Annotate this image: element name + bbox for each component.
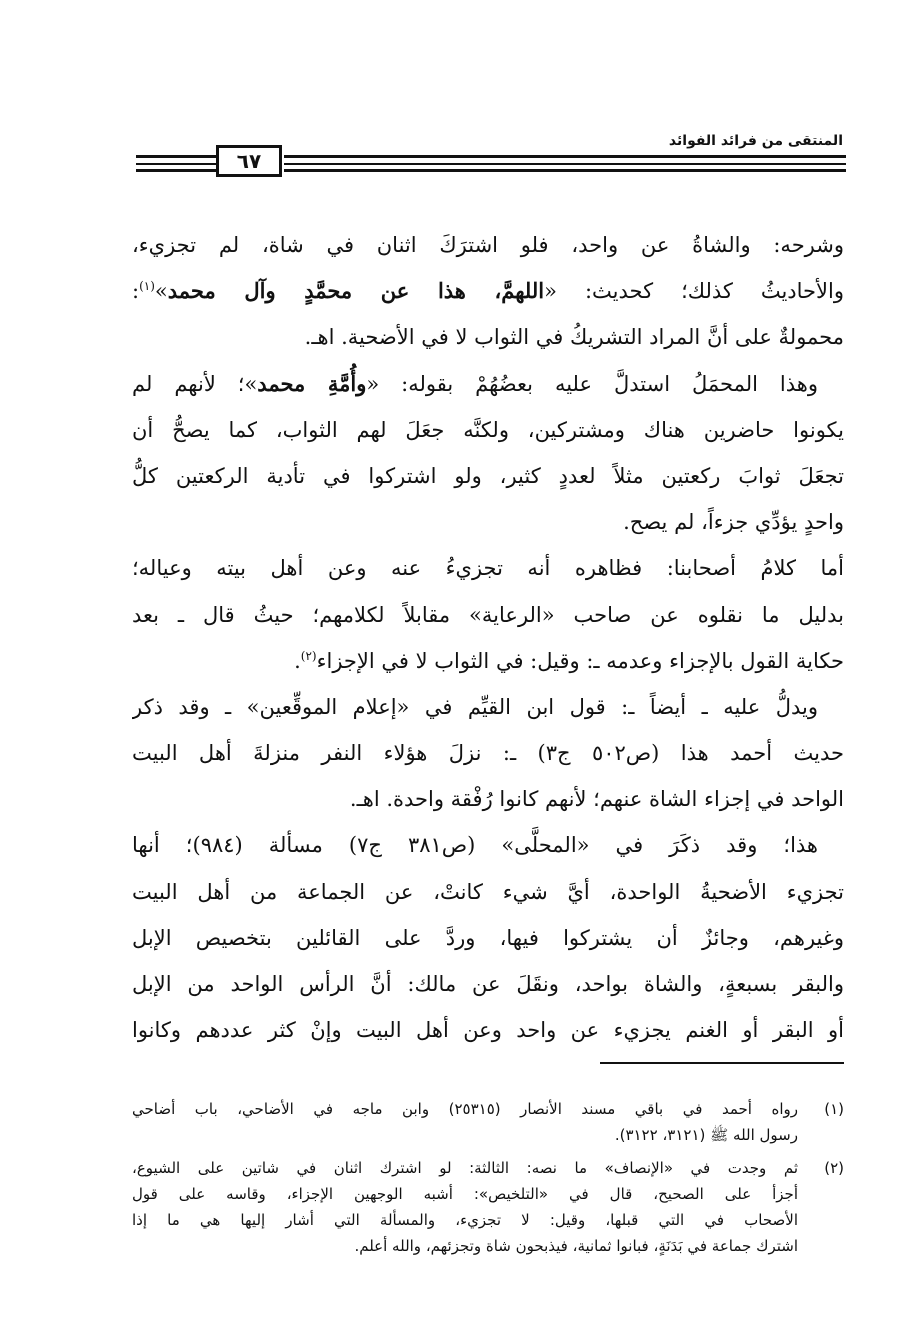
page-number: ٦٧ — [216, 145, 282, 177]
footnote-separator — [600, 1062, 844, 1064]
running-title: المنتقى من فرائد الفوائد — [668, 133, 843, 149]
text-line: أما كلامُ أصحابنا: فظاهره أنه تجزيءُ عنه وعن أهل بيته وعياله؛ — [132, 556, 844, 581]
text-line: تجزيء الأضحيةُ الواحدة، أيَّ شيء كانتْ، عن الجماعة من أهل البيت — [132, 879, 844, 904]
text-line: الواحد في إجزاء الشاة عنهم؛ لأنهم كانوا رُفْقة واحدة. اهـ. — [349, 787, 844, 812]
text-line: محمولةٌ على أنَّ المراد التشريكُ في الثواب لا في الأضحية. اهـ. — [304, 325, 844, 350]
text-line: حديث أحمد هذا (ص٥٠٢ ج٣) ـ: نزلَ هؤلاء النفر منزلةَ أهل البيت — [132, 741, 844, 766]
footnote-number: (١) — [824, 1100, 844, 1118]
text-line: وهذا المحمَلُ استدلَّ عليه بعضُهُمْ بقوله: «وأُمَّةِ محمد»؛ لأنهم لم — [132, 370, 818, 396]
body-text — [132, 222, 844, 1053]
footnote-ref: (٢) — [300, 648, 317, 663]
footnote-line: الأصحاب في التي قبلها، وقيل: لا تجزيء، والمسألة التي أشار إليها هي ما إذا — [132, 1211, 798, 1229]
text-line: ويدلُّ عليه ـ أيضاً ـ: قول ابن القيِّم في «إعلام الموقِّعين» ـ وقد ذكر — [132, 694, 818, 719]
hadith-quote: اللهمَّ، هذا عن محمَّدٍ وآل محمد — [167, 278, 545, 304]
footnote-line: ثم وجدت في «الإنصاف» ما نصه: الثالثة: لو اشترك اثنان في شاتين على الشيوع، — [132, 1159, 798, 1177]
text-line: هذا؛ وقد ذكَرَ في «المحلَّى» (ص٣٨١ ج٧) مسألة (٩٨٤)؛ أنها — [132, 833, 818, 858]
footnote-line: أجزأ على الصحيح، قال في «التلخيص»: أشبه الوجهين الإجزاء، وقاسه على قول — [132, 1185, 798, 1203]
footnote — [132, 1096, 844, 1148]
text-line: وشرحه: والشاةُ عن واحد، فلو اشترَكَ اثنان في شاة، لم تجزيء، — [132, 233, 844, 257]
footnote-line: رواه أحمد في باقي مسند الأنصار (٢٥٣١٥) وابن ماجه في الأضاحي، باب أضاحي — [132, 1100, 798, 1118]
text-line: يكونوا حاضرين هناك ومشتركين، ولكنَّه جعَلَ لهم الثواب، كما يصحُّ أن — [132, 417, 844, 442]
text-line: حكاية القول بالإجزاء وعدمه ـ: وقيل: في الثواب لا في الإجزاء$^{(٢)}$. — [294, 648, 844, 673]
hadith-quote: وأُمَّةِ محمد — [257, 370, 367, 396]
footnote-line: رسول الله ﷺ (٣١٢١، ٣١٢٢). — [614, 1126, 798, 1144]
text-line: أو البقر أو الغنم يجزيء عن واحد وعن أهل البيت وإنْ كثر عددهم وكانوا — [132, 1018, 844, 1043]
header-rule-left — [136, 155, 216, 172]
text-line: والأحاديثُ كذلك؛ كحديث: «اللهمَّ، هذا عن محمَّدٍ وآل محمد»$^{(١)}$: — [132, 278, 844, 304]
text-line: واحدٍ يؤدِّي جزءاً، لم يصح. — [623, 510, 844, 535]
footnotes — [132, 1096, 844, 1259]
header-rule-right — [284, 155, 846, 172]
footnote — [132, 1155, 844, 1259]
footnote-number: (٢) — [824, 1159, 844, 1177]
footnote-ref: (١) — [139, 279, 155, 294]
text-line: بدليل ما نقلوه عن صاحب «الرعاية» مقابلاً لكلامهم؛ حيثُ قال ـ بعد — [132, 602, 844, 627]
text-line: وغيرهم، وجائزٌ أن يشتركوا فيها، وردَّ على القائلين بتخصيص الإبل — [132, 925, 844, 950]
footnote-line: اشترك جماعة في بَدَنَةٍ، فبانوا ثمانية، فيذبحون شاة وتجزئهم، والله أعلم. — [354, 1237, 798, 1255]
text-line: تجعَلَ ثوابَ ركعتين مثلاً لعددٍ كثير، ولو اشتركوا في تأدية الركعتين كلُّ — [132, 463, 844, 488]
text-line: والبقر بسبعةٍ، والشاة بواحد، ونقَلَ عن مالك: أنَّ الرأس الواحد من الإبل — [132, 972, 844, 996]
